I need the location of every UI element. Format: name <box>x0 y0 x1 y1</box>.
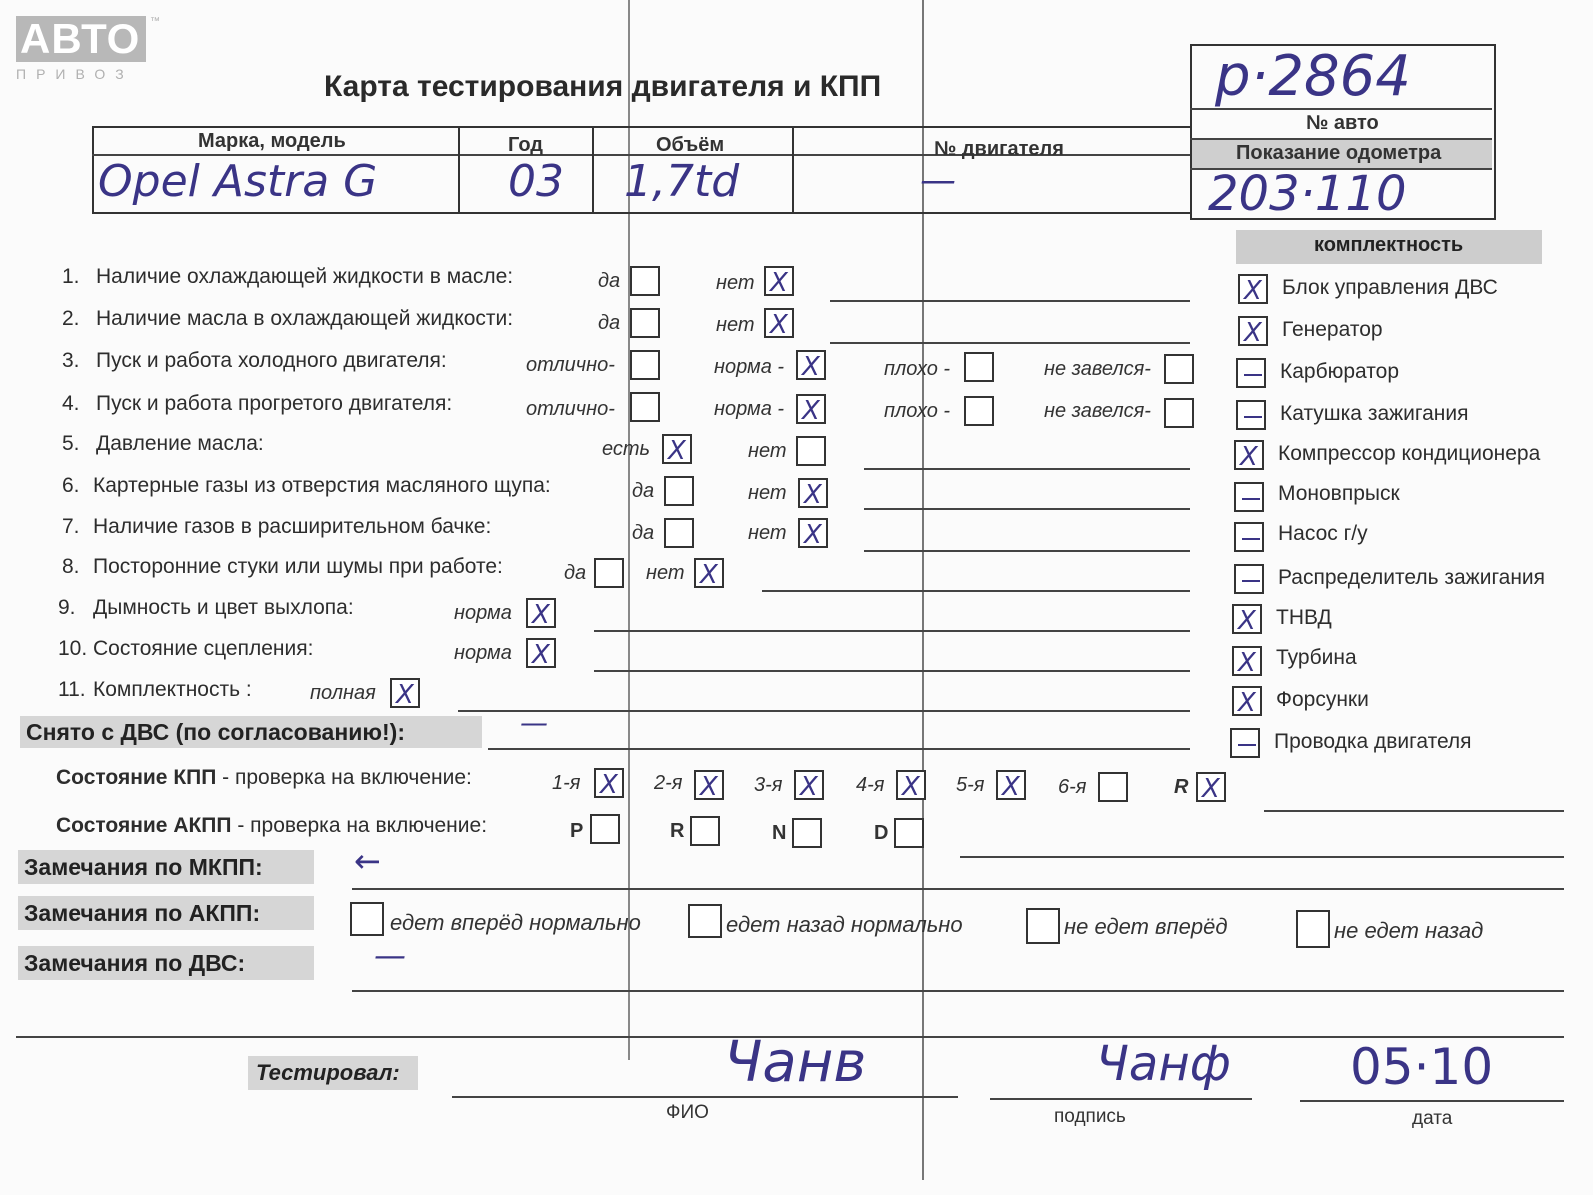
notes-line <box>1264 810 1564 812</box>
checkbox[interactable] <box>630 392 660 422</box>
item-label: Наличие масла в охлаждающей жидкости: <box>96 307 514 330</box>
option-label: не завелся- <box>1044 400 1151 422</box>
checkbox[interactable] <box>594 558 624 588</box>
checkbox-checked[interactable] <box>694 558 724 588</box>
notes-line <box>458 710 1190 712</box>
kit-item-label: Насос г/у <box>1278 522 1368 545</box>
akpp-remark-checkbox[interactable] <box>688 904 722 938</box>
item-label: Пуск и работа холодного двигателя: <box>96 349 447 372</box>
item-label: Картерные газы из отверстия масляного щупа: <box>93 474 551 497</box>
item-label: Посторонние стуки или шумы при работе: <box>93 555 503 578</box>
option-label: норма <box>454 642 512 664</box>
signature-label: подпись <box>1054 1106 1126 1127</box>
item-number: 10. <box>58 637 88 660</box>
akpp-remark-checkbox[interactable] <box>1026 908 1060 944</box>
kit-checkbox-checked[interactable] <box>1238 316 1268 346</box>
gear-label: 6-я <box>1058 776 1087 798</box>
option-label: да <box>598 312 621 334</box>
checkbox[interactable] <box>630 308 660 338</box>
volume-label: Объём <box>656 134 725 156</box>
item-number: 8. <box>62 555 80 578</box>
brand-value: Opel Astra G <box>98 156 378 207</box>
checkbox-checked[interactable] <box>796 350 826 380</box>
akpp-remark-label: едет вперёд нормально <box>390 910 641 935</box>
akpp-remark-checkbox[interactable] <box>1296 910 1330 948</box>
option-label: норма - <box>714 356 785 378</box>
kit-checkbox-checked[interactable] <box>1234 440 1264 470</box>
checkbox[interactable] <box>964 396 994 426</box>
akpp-mode-label: D <box>874 822 889 844</box>
checkbox-checked[interactable] <box>662 434 692 464</box>
date-value: 05·10 <box>1350 1038 1494 1096</box>
option-label: отлично- <box>526 354 615 376</box>
kit-item-label: Генератор <box>1282 318 1383 341</box>
item-label: Комплектность : <box>93 678 252 701</box>
divider <box>458 126 460 212</box>
item-label: Состояние сцепления: <box>93 637 314 660</box>
kit-checkbox-checked[interactable] <box>1232 604 1262 634</box>
year-label: Год <box>508 134 543 156</box>
odometer-label: Показание одометра <box>1236 142 1442 164</box>
notes-line <box>864 550 1190 552</box>
option-label: да <box>632 522 655 544</box>
gear-label: 4-я <box>856 774 885 796</box>
checkbox-checked[interactable] <box>798 518 828 548</box>
checkbox-checked[interactable] <box>764 266 794 296</box>
item-number: 5. <box>62 432 80 455</box>
gear-label: 1-я <box>552 772 581 794</box>
kit-checkbox-dash[interactable] <box>1234 482 1264 512</box>
option-label: плохо - <box>884 358 951 380</box>
kit-checkbox-dash[interactable] <box>1230 728 1260 758</box>
checkbox-checked[interactable] <box>526 638 556 668</box>
kit-item-label: Компрессор кондиционера <box>1278 442 1541 465</box>
signature-line <box>990 1098 1252 1100</box>
brand-label: Марка, модель <box>198 130 346 152</box>
gear-checkbox-checked[interactable] <box>694 770 724 800</box>
item-number: 7. <box>62 515 80 538</box>
divider <box>1190 138 1492 140</box>
option-label: норма - <box>714 398 785 420</box>
option-label: нет <box>716 314 755 336</box>
kit-checkbox-checked[interactable] <box>1232 646 1262 676</box>
kit-checkbox-checked[interactable] <box>1238 274 1268 304</box>
akpp-label-rest: - проверка на включение: <box>231 814 488 837</box>
akpp-remark-label: едет назад нормально <box>726 912 963 937</box>
auto-number-label: № авто <box>1306 112 1379 134</box>
notes-line <box>352 990 1564 992</box>
year-value: 03 <box>508 156 564 207</box>
notes-line <box>488 748 1190 750</box>
kit-checkbox-dash[interactable] <box>1236 358 1266 388</box>
gear-checkbox-checked[interactable] <box>594 768 624 798</box>
fio-line <box>452 1096 958 1098</box>
akpp-remark-label: не едет вперёд <box>1064 914 1228 939</box>
fio-value: Чанв <box>724 1030 867 1095</box>
option-label: нет <box>716 272 755 294</box>
dvs-remarks-label: Замечания по ДВС: <box>18 946 314 980</box>
dvs-remarks-value: — <box>374 936 406 974</box>
kit-title: комплектность <box>1314 234 1464 256</box>
fio-label: ФИО <box>666 1102 709 1123</box>
item-label: Наличие газов в расширительном бачке: <box>93 515 492 538</box>
akpp-mode-label: R <box>670 820 685 842</box>
notes-line <box>762 590 1190 592</box>
akpp-remarks-label: Замечания по АКПП: <box>18 896 314 930</box>
item-number: 2. <box>62 307 80 330</box>
notes-line <box>864 468 1190 470</box>
kit-checkbox-dash[interactable] <box>1234 564 1264 594</box>
checkbox[interactable] <box>1164 398 1194 428</box>
gear-checkbox-checked[interactable] <box>794 770 824 800</box>
tested-by-label: Тестировал: <box>248 1056 418 1090</box>
akpp-mode-checkbox[interactable] <box>792 818 822 848</box>
item-number: 1. <box>62 265 80 288</box>
item-label: Давление масла: <box>96 432 264 455</box>
option-label: нет <box>748 482 787 504</box>
checkbox[interactable] <box>1164 354 1194 384</box>
option-label: норма <box>454 602 512 624</box>
option-label: да <box>598 270 621 292</box>
checkbox-checked[interactable] <box>796 394 826 424</box>
notes-line <box>594 670 1190 672</box>
engine-number-label: № двигателя <box>934 138 1064 160</box>
divider <box>792 126 794 212</box>
removed-value: — <box>520 706 548 739</box>
kit-item-label: Турбина <box>1276 646 1357 669</box>
option-label: нет <box>748 522 787 544</box>
notes-line <box>960 856 1564 858</box>
kit-item-label: Форсунки <box>1276 688 1369 711</box>
item-number: 11. <box>58 678 86 701</box>
kit-item-label: Катушка зажигания <box>1280 402 1469 425</box>
checkbox-checked[interactable] <box>764 308 794 338</box>
item-number: 4. <box>62 392 80 415</box>
kpp-label-bold: Состояние КПП <box>56 766 217 789</box>
item-label: Наличие охлаждающей жидкости в масле: <box>96 265 514 288</box>
akpp-label <box>56 814 487 838</box>
gear-checkbox-checked[interactable] <box>996 770 1026 800</box>
auto-number-value: р·2864 <box>1215 44 1411 109</box>
kit-item-label: Моновпрыск <box>1278 482 1400 505</box>
notes-line <box>830 300 1190 302</box>
option-label: да <box>564 562 587 584</box>
item-number: 9. <box>58 596 76 619</box>
item-label: Пуск и работа прогретого двигателя: <box>96 392 453 415</box>
akpp-mode-checkbox[interactable] <box>894 818 924 848</box>
kpp-label-rest: - проверка на включение: <box>216 766 472 789</box>
checkbox[interactable] <box>964 352 994 382</box>
page-title: Карта тестирования двигателя и КПП <box>324 70 882 103</box>
kit-item-label: Проводка двигателя <box>1274 730 1472 753</box>
akpp-label-bold: Состояние АКПП <box>56 814 232 837</box>
gear-label: R <box>1174 776 1189 798</box>
gear-label: 3-я <box>754 774 783 796</box>
checkbox[interactable] <box>630 266 660 296</box>
divider <box>1190 108 1492 110</box>
akpp-mode-checkbox[interactable] <box>590 814 620 844</box>
akpp-remark-label: не едет назад <box>1334 918 1484 943</box>
option-label: да <box>632 480 655 502</box>
kit-checkbox-dash[interactable] <box>1234 522 1264 552</box>
kpp-label <box>56 766 472 790</box>
option-label: нет <box>646 562 685 584</box>
akpp-mode-label: P <box>570 820 584 842</box>
removed-label: Снято с ДВС (по согласованию!): <box>20 716 482 748</box>
kit-checkbox-checked[interactable] <box>1232 686 1262 716</box>
odometer-value: 203·110 <box>1208 166 1407 222</box>
kit-item-label: Блок управления ДВС <box>1282 276 1498 299</box>
mkpp-remarks-value: ← <box>354 842 381 880</box>
item-number: 6. <box>62 474 80 497</box>
notes-line <box>352 888 1564 890</box>
divider <box>592 126 594 212</box>
signature: Чанф <box>1096 1036 1231 1092</box>
option-label: отлично- <box>526 398 615 420</box>
option-label: не завелся- <box>1044 358 1151 380</box>
checkbox-checked[interactable] <box>390 678 420 708</box>
kit-item-label: ТНВД <box>1276 606 1332 629</box>
date-label: дата <box>1412 1108 1453 1129</box>
option-label: полная <box>310 682 376 704</box>
checkbox[interactable] <box>630 350 660 380</box>
kit-item-label: Распределитель зажигания <box>1278 566 1546 589</box>
checkbox-checked[interactable] <box>526 598 556 628</box>
option-label: нет <box>748 440 787 462</box>
gear-label: 5-я <box>956 774 985 796</box>
kit-checkbox-dash[interactable] <box>1236 400 1266 430</box>
akpp-mode-label: N <box>772 822 787 844</box>
notes-line <box>830 342 1190 344</box>
date-line <box>1300 1100 1564 1102</box>
akpp-mode-checkbox[interactable] <box>690 816 720 846</box>
option-label: есть <box>602 438 651 460</box>
kit-item-label: Карбюратор <box>1280 360 1400 383</box>
item-number: 3. <box>62 349 80 372</box>
volume-value: 1,7td <box>624 156 740 207</box>
notes-line <box>594 630 1190 632</box>
checkbox[interactable] <box>664 518 694 548</box>
logo: АВТО <box>16 16 146 62</box>
option-label: плохо - <box>884 400 951 422</box>
gear-checkbox[interactable] <box>1098 772 1128 802</box>
trademark-mark: ™ <box>150 16 160 27</box>
gear-checkbox-checked[interactable] <box>1196 772 1226 802</box>
mkpp-remarks-label: Замечания по МКПП: <box>18 850 314 884</box>
engine-number-value: — <box>920 160 956 201</box>
checkbox[interactable] <box>664 476 694 506</box>
checkbox[interactable] <box>796 436 826 466</box>
item-label: Дымность и цвет выхлопа: <box>93 596 354 619</box>
notes-line <box>864 508 1190 510</box>
akpp-remark-checkbox[interactable] <box>350 902 384 936</box>
gear-label: 2-я <box>654 772 683 794</box>
checkbox-checked[interactable] <box>798 478 828 508</box>
gear-checkbox-checked[interactable] <box>896 770 926 800</box>
logo-subtitle: ПРИВОЗ <box>16 66 134 82</box>
